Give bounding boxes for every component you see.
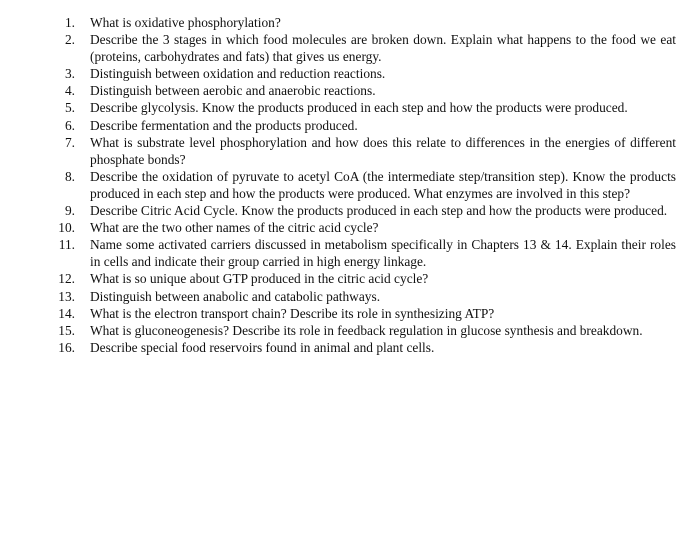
item-number: 8. [64,168,75,184]
item-number: 15. [58,322,75,338]
item-number: 4. [64,83,75,99]
list-item [50,288,676,305]
item-number: 2. [64,32,75,48]
list-item [50,65,676,82]
item-number: 7. [64,134,75,150]
item-number: 11. [58,237,75,253]
item-text: What is substrate level phosphorylation and how does this relate to differences in the energies of different phosphate bonds? [90,134,676,167]
item-text: What is so unique about GTP produced in the citric acid cycle? [90,271,429,287]
list-item [50,168,676,202]
item-text: Name some activated carriers discussed in metabolism specifically in Chapters 13 & 14. Explain their roles in cells and indicate their group carried in high energy linkage. [90,237,676,270]
item-text: Describe Citric Acid Cycle. Know the products produced in each step and how the products were produced. [90,203,668,219]
item-text: Describe the 3 stages in which food molecules are broken down. Explain what happens to the food we eat (proteins, carbohydrates and fats) that gives us energy. [90,32,676,65]
list-item [50,134,676,168]
item-number: 5. [64,100,75,116]
item-text: Describe fermentation and the products produced. [90,117,358,133]
item-text: Describe glycolysis. Know the products produced in each step and how the products were produced. [90,100,628,116]
item-text: Distinguish between oxidation and reduction reactions. [90,66,386,82]
list-item [50,202,676,219]
item-text: Describe special food reservoirs found in animal and plant cells. [90,339,435,355]
item-number: 6. [64,117,75,133]
item-number: 13. [58,288,75,304]
item-number: 14. [58,305,75,321]
item-number: 1. [64,15,75,30]
list-item [50,31,676,65]
item-number: 16. [58,339,75,355]
item-text: What is oxidative phosphorylation? [90,15,281,30]
item-text: Distinguish between aerobic and anaerobic reactions. [90,83,376,99]
list-item [50,339,676,356]
list-item [50,219,676,236]
list-item [50,14,676,31]
list-item [50,82,676,99]
item-text: Describe the oxidation of pyruvate to acetyl CoA (the intermediate step/transition step). Know the products produced in each step and how the products were produced. What enzymes are involved in this step? [90,168,676,201]
item-text: What are the two other names of the citric acid cycle? [90,220,379,236]
list-item [50,236,676,270]
item-text: What is gluconeogenesis? Describe its role in feedback regulation in glucose synthesis and breakdown. [90,322,643,338]
item-number: 3. [64,66,75,82]
question-list [50,14,676,356]
list-item [50,117,676,134]
question-document [50,14,676,356]
item-number: 12. [58,271,75,287]
item-number: 9. [64,203,75,219]
list-item [50,99,676,116]
item-text: What is the electron transport chain? Describe its role in synthesizing ATP? [90,305,495,321]
list-item [50,305,676,322]
list-item [50,270,676,287]
item-number: 10. [58,220,75,236]
item-text: Distinguish between anabolic and catabolic pathways. [90,288,381,304]
list-item [50,322,676,339]
